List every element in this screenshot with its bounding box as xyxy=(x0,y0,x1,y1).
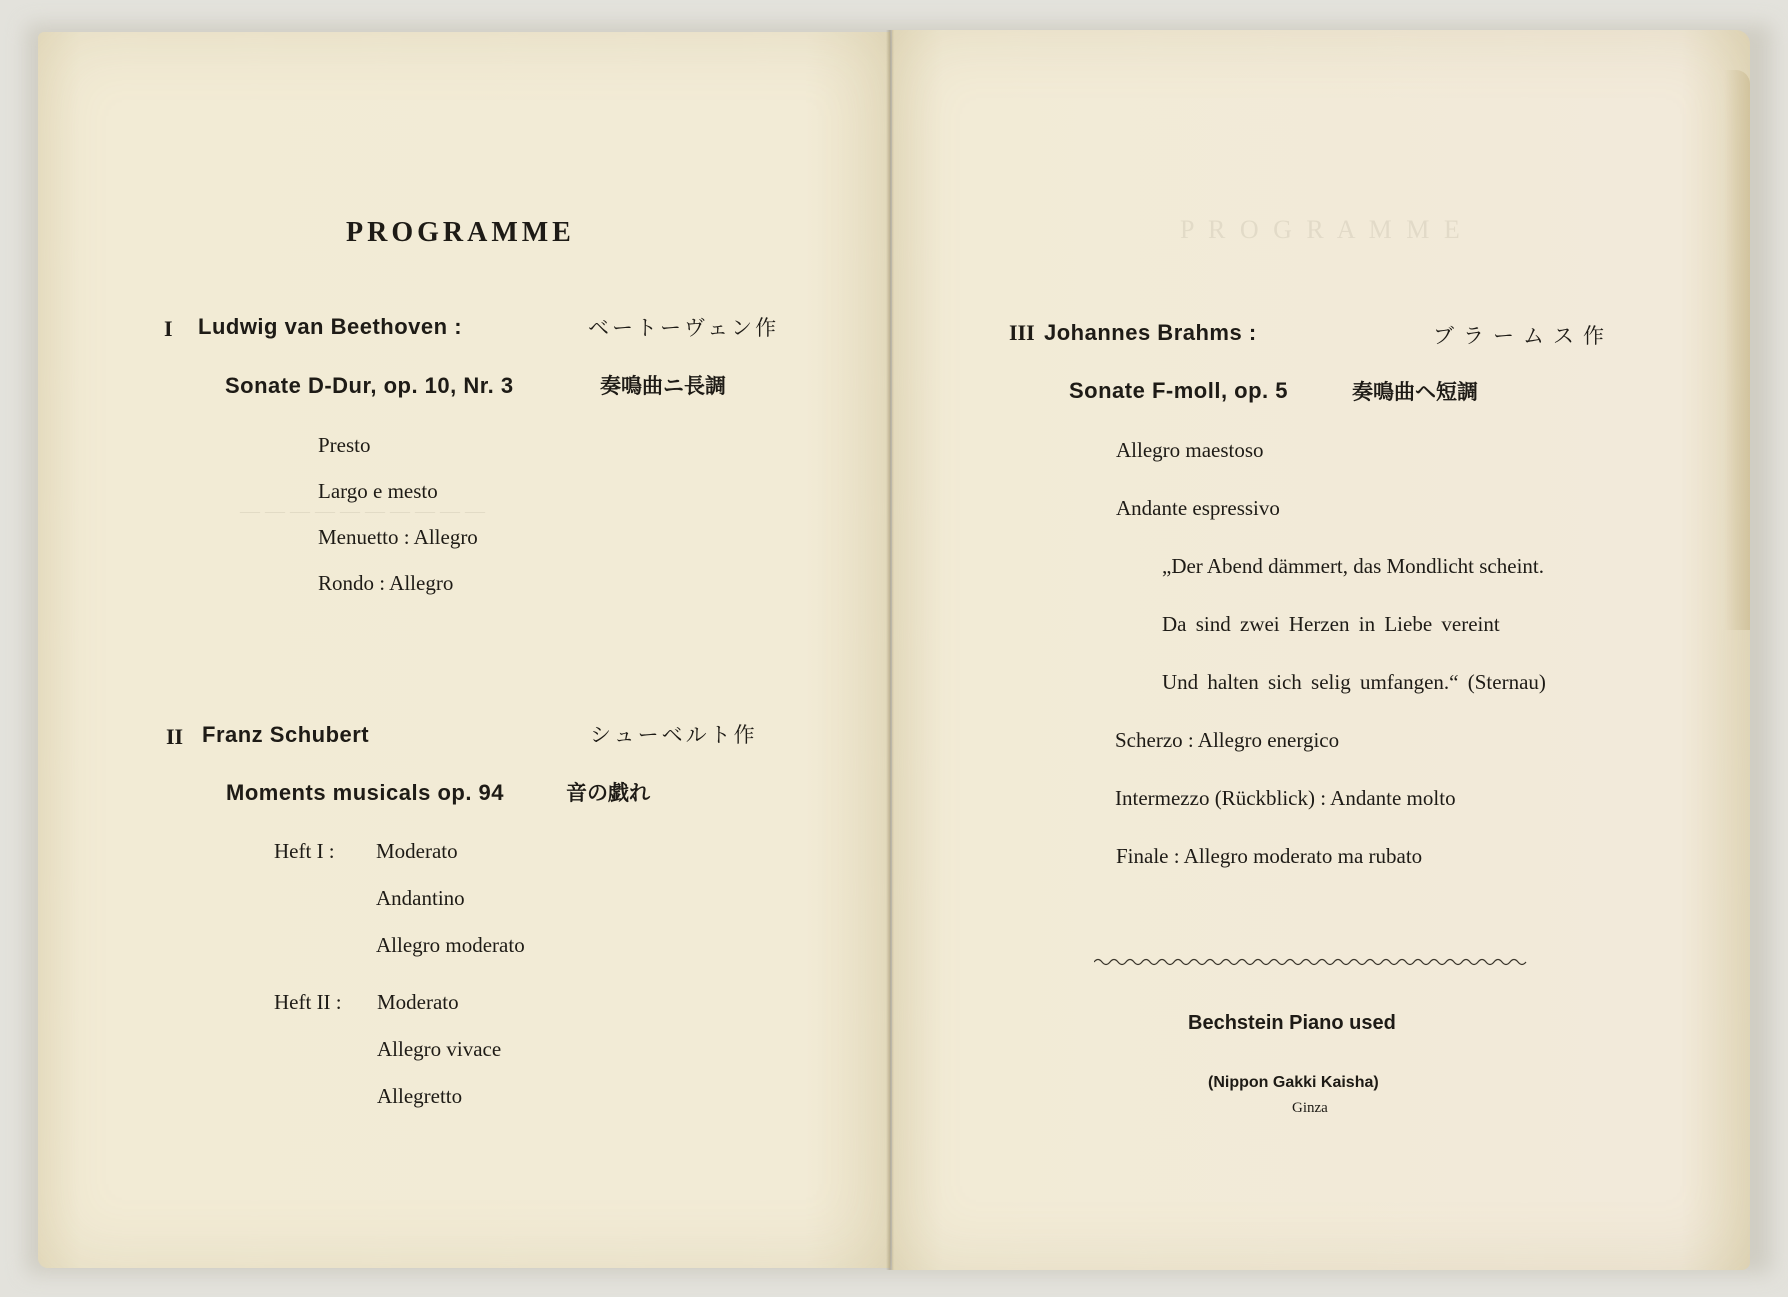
bleed-through-title: P R O G R A M M E xyxy=(1180,215,1464,244)
composer-brahms-jp: ブラームス作 xyxy=(1433,324,1613,348)
movement-1: Presto xyxy=(318,433,371,457)
heft1-movement-3: Allegro moderato xyxy=(376,933,525,957)
heft2-movement-2: Allegro vivace xyxy=(377,1037,502,1061)
work-brahms: Sonate F-moll, op. 5 xyxy=(1069,378,1289,403)
poem-line-1: „Der Abend dämmert, das Mondlicht scheint. xyxy=(1162,554,1544,578)
work-schubert-jp: 音の戯れ xyxy=(566,781,650,805)
work-beethoven-jp: 奏鳴曲ニ長調 xyxy=(600,374,726,398)
company-note: (Nippon Gakki Kaisha) xyxy=(1208,1074,1379,1091)
brahms-movement-5: Finale : Allegro moderato ma rubato xyxy=(1116,844,1423,868)
work-brahms-jp: 奏鳴曲ヘ短調 xyxy=(1352,380,1478,404)
bleed-through-text: — — — — — — — — — — xyxy=(240,500,485,522)
worn-edge xyxy=(1724,70,1750,630)
work-beethoven: Sonate D-Dur, op. 10, Nr. 3 xyxy=(225,373,514,398)
section-numeral-3: III xyxy=(1009,320,1035,345)
heft2-label: Heft II : xyxy=(274,990,342,1014)
composer-schubert: Franz Schubert xyxy=(202,722,370,747)
heft2-movement-3: Allegretto xyxy=(377,1084,463,1108)
brahms-movement-3: Scherzo : Allegro energico xyxy=(1115,728,1340,752)
movement-2: Largo e mesto xyxy=(318,479,438,503)
programme-title: PROGRAMME xyxy=(346,217,575,248)
work-schubert: Moments musicals op. 94 xyxy=(226,780,505,805)
wavy-divider xyxy=(1094,956,1532,968)
heft2-movement-1: Moderato xyxy=(377,990,459,1014)
brahms-movement-4: Intermezzo (Rückblick) : Andante molto xyxy=(1115,786,1456,810)
poem-line-3: Und halten sich selig umfangen.“ (Sternau) xyxy=(1162,670,1546,694)
composer-beethoven-jp: ベートーヴェン作 xyxy=(588,316,780,340)
movement-3: Menuetto : Allegro xyxy=(318,525,478,549)
brahms-movement-2: Andante espressivo xyxy=(1116,496,1280,520)
location-note: Ginza xyxy=(1292,1100,1328,1116)
composer-beethoven: Ludwig van Beethoven : xyxy=(198,314,463,339)
brahms-movement-1: Allegro maestoso xyxy=(1116,438,1264,462)
heft1-label: Heft I : xyxy=(274,839,335,863)
section-numeral-1: I xyxy=(164,316,173,341)
composer-schubert-jp: シューベルト作 xyxy=(590,723,758,747)
composer-brahms: Johannes Brahms : xyxy=(1044,320,1257,345)
heft1-movement-1: Moderato xyxy=(376,839,458,863)
piano-note: Bechstein Piano used xyxy=(1188,1012,1396,1034)
movement-4: Rondo : Allegro xyxy=(318,571,454,595)
section-numeral-2: II xyxy=(166,724,184,749)
heft1-movement-2: Andantino xyxy=(376,886,465,910)
poem-line-2: Da sind zwei Herzen in Liebe vereint xyxy=(1162,612,1500,636)
center-fold xyxy=(886,30,894,1270)
